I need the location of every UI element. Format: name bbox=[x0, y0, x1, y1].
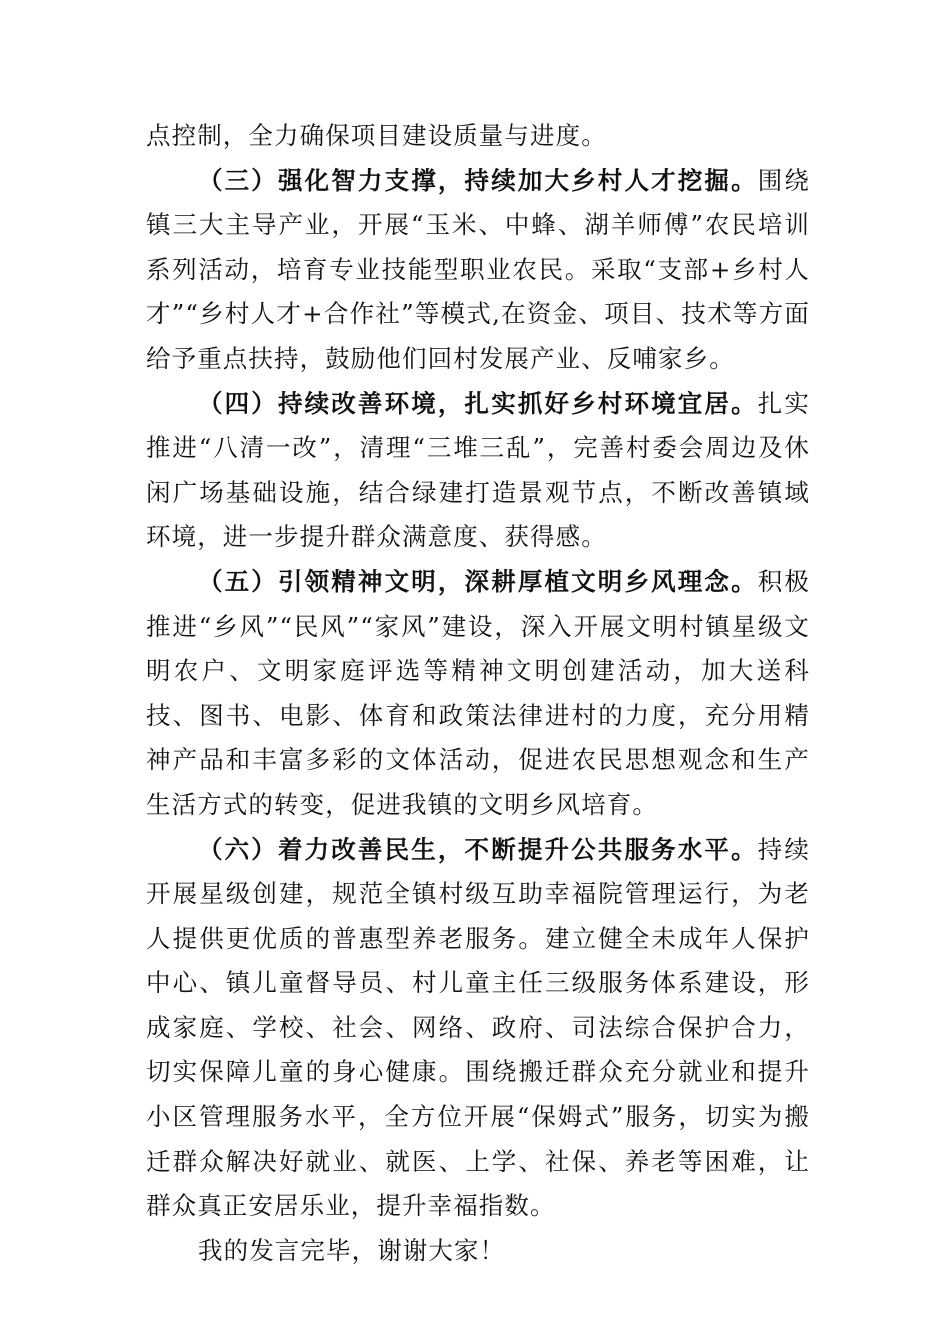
paragraph-section-3 bbox=[146, 159, 810, 382]
paragraph-body: 持续开展星级创建，规范全镇村级互助幸福院管理运行，为老人提供更优质的普惠型养老服务。建立健全未成年人保护中心、镇儿童督导员、村儿童主任三级服务体系建设，形成家庭、学校、社会、网络、政府、司法综合保护合力，切实保障儿童的身心健康。围绕搬迁群众充分就业和提升小区管理服务水平，全方位开展“保姆式”服务，切实为搬迁群众解决好就业、就医、上学、社保、养老等困难，让群众真正安居乐业，提升幸福指数。 bbox=[146, 834, 810, 1221]
paragraph-section-6 bbox=[146, 828, 810, 1229]
section-heading: （三）强化智力支撑，持续加大乡村人才挖掘。 bbox=[198, 165, 758, 195]
paragraph-section-4 bbox=[146, 382, 810, 560]
paragraph-body: 扎实推进“八清一改”，清理“三堆三乱”，完善村委会周边及休闲广场基础设施，结合绿建打造景观节点，不断改善镇域环境，进一步提升群众满意度、获得感。 bbox=[146, 388, 810, 552]
paragraph-body: 围绕镇三大主导产业，开展“玉米、中蜂、湖羊师傅”农民培训系列活动，培育专业技能型职业农民。采取“支部+乡村人才”“乡村人才+合作社”等模式,在资金、项目、技术等方面给予重点扶持，鼓励他们回村发展产业、反哺家乡。 bbox=[146, 165, 810, 373]
section-heading: （五）引领精神文明，深耕厚植文明乡风理念。 bbox=[198, 566, 758, 596]
closing-remark: 我的发言完毕，谢谢大家！ bbox=[198, 1235, 506, 1265]
paragraph-section-5 bbox=[146, 560, 810, 828]
section-heading: （四）持续改善环境，扎实抓好乡村环境宜居。 bbox=[198, 388, 758, 418]
paragraph-body: 点控制，全力确保项目建设质量与进度。 bbox=[146, 121, 607, 150]
paragraph-continuation bbox=[146, 114, 810, 159]
paragraph-body: 积极推进“乡风”“民风”“家风”建设，深入开展文明村镇星级文明农户、文明家庭评选等精神文明创建活动，加大送科技、图书、电影、体育和政策法律进村的力度，充分用精神产品和丰富多彩的文体活动，促进农民思想观念和生产生活方式的转变，促进我镇的文明乡风培育。 bbox=[146, 566, 810, 819]
document-body bbox=[146, 114, 810, 1273]
section-heading: （六）着力改善民生，不断提升公共服务水平。 bbox=[198, 834, 758, 864]
